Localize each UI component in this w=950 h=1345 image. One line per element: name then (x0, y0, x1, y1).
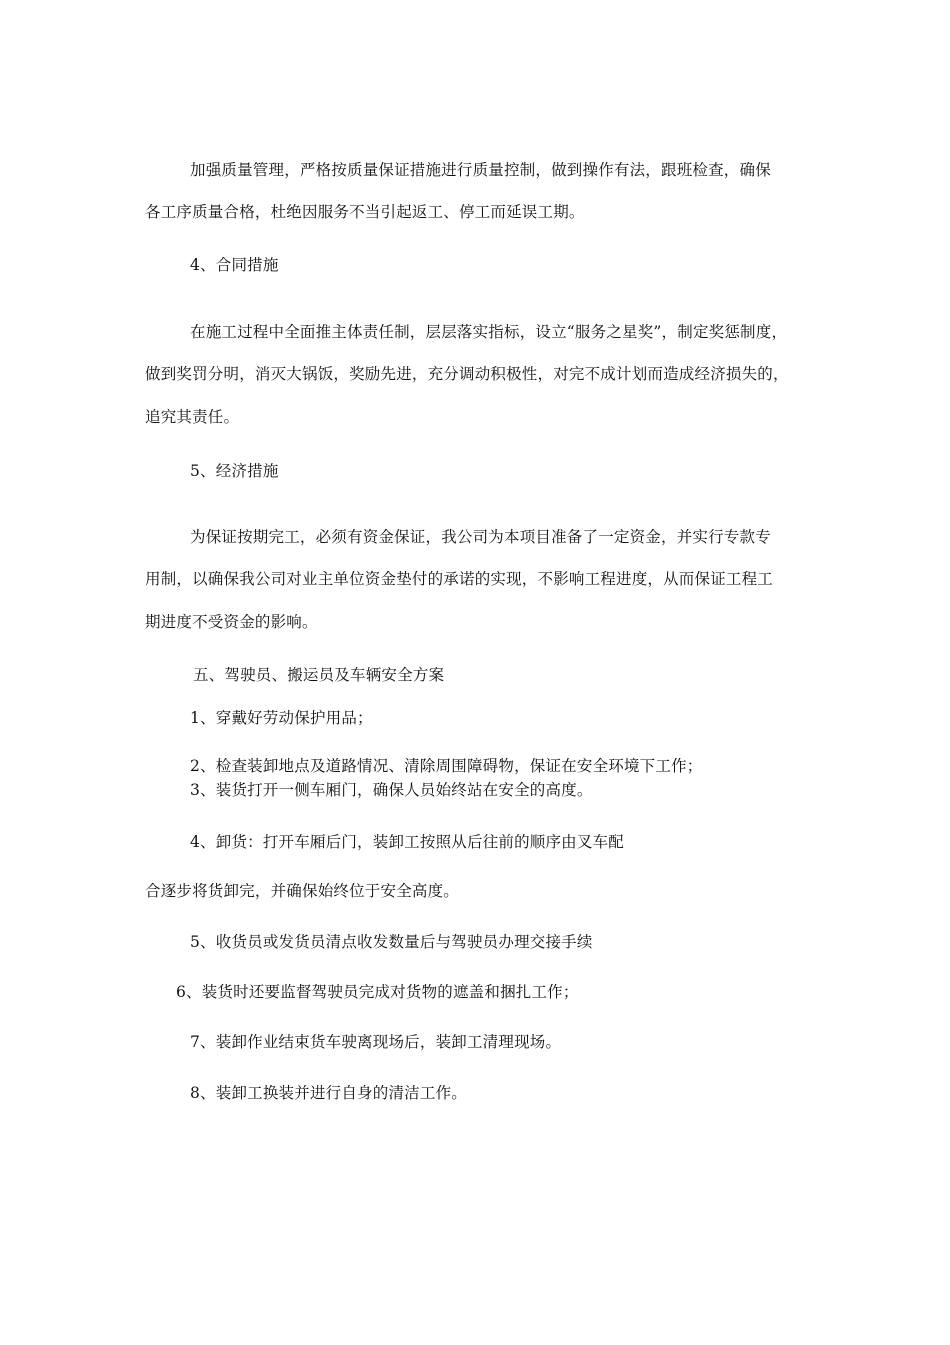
list-item: 6、装货时还要监督驾驶员完成对货物的遮盖和捆扎工作； (176, 983, 579, 1001)
paragraph-quality-line-1: 加强质量管理，严格按质量保证措施进行质量控制，做到操作有法，跟班检查，确保 (190, 161, 771, 179)
paragraph-economic-line-3: 期进度不受资金的影响。 (145, 613, 318, 631)
paragraph-contract-line-3: 追究其责任。 (145, 408, 240, 426)
list-item: 5、收货员或发货员清点收发数量后与驾驶员办理交接手续 (190, 933, 593, 951)
paragraph-quality-line-2: 各工序质量合格，杜绝因服务不当引起返工、停工而延误工期。 (145, 203, 585, 221)
paragraph-contract-line-2: 做到奖罚分明，消灭大锅饭，奖励先进，充分调动积极性，对完不成计划而造成经济损失的， (145, 365, 789, 383)
list-item: 2、检查装卸地点及道路情况、清除周围障碍物，保证在安全环境下工作； (190, 757, 703, 775)
list-item: 4、卸货：打开车厢后门，装卸工按照从后往前的顺序由叉车配 (190, 833, 624, 851)
list-item: 1、穿戴好劳动保护用品； (190, 709, 373, 727)
list-item: 7、装卸作业结束货车驶离现场后，装卸工清理现场。 (190, 1033, 562, 1051)
paragraph-contract-line-1: 在施工过程中全面推主体责任制，层层落实指标，设立“服务之星奖”，制定奖惩制度， (190, 323, 788, 341)
heading-contract-measures: 4、合同措施 (190, 256, 279, 274)
list-item: 8、装卸工换装并进行自身的清洁工作。 (190, 1084, 467, 1102)
heading-economic-measures: 5、经济措施 (190, 462, 279, 480)
section-title-safety-plan: 五、驾驶员、搬运员及车辆安全方案 (193, 666, 445, 684)
list-item: 合逐步将货卸完，并确保始终位于安全高度。 (145, 882, 460, 900)
list-item: 3、装货打开一侧车厢门，确保人员始终站在安全的高度。 (190, 781, 593, 799)
paragraph-economic-line-1: 为保证按期完工，必须有资金保证，我公司为本项目准备了一定资金，并实行专款专 (190, 528, 771, 546)
paragraph-economic-line-2: 用制，以确保我公司对业主单位资金垫付的承诺的实现，不影响工程进度，从而保证工程工 (145, 570, 774, 588)
